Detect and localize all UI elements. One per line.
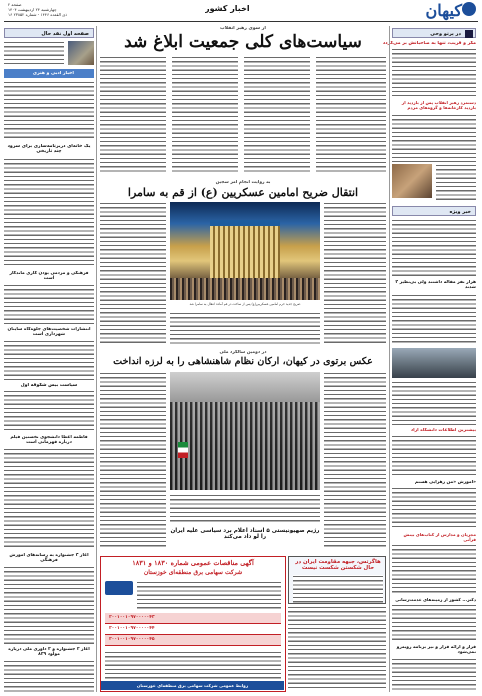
date-line-2: ۱۶ ذی القعده ۱۴۴۶ - شماره ۲۳۸۵۲ [8,12,68,17]
right-item5-title: آموزش «من زهرایی هستم» [414,480,476,485]
lead-body-col-3 [244,56,310,174]
protest-headline: عکس برتوی در کیهان، ارکان نظام شاهنشاهی را به لرزه انداخت [113,356,373,367]
right-item4-title: بیشترین اطلاعات دانشگاه آزاد [410,428,476,433]
ad-tender-logo [105,581,133,595]
masthead-logo [424,2,476,20]
left-section-title: اخبار ادبی و هنری [32,71,74,76]
lead-headline: سیاست‌های کلی جمعیت ابلاغ شد [124,32,362,52]
right-item2-body [392,114,476,162]
protest-crowd [170,402,320,490]
ad-tender-footer-text: روابط عمومی شرکت سهامی برق منطقه‌ای خوزستان [136,683,249,688]
protest-kicker: در دومین سالگرد ملی [219,350,267,355]
page-label: صفحه ۲ [8,2,22,7]
shrine-photo [170,202,320,300]
ad-tender-number-2: ۲۰۰۱۰۰۱۰۹۷۰۰۰۰۰۴۴ [109,626,155,631]
ad-tender-footer [101,681,284,690]
shrine-structure [210,220,280,282]
shrine-kicker: به روایت انجام امر سجین [215,180,271,185]
protest-body-left [100,372,166,548]
right-header-icon [465,30,473,38]
lead-body-col-2 [172,56,238,174]
lead-body-col-1 [100,56,166,174]
left-item3-title: انتشارات شخصیت‌های جلوه‌گاه ساینان شهرداری است [7,327,91,338]
ad-tender-number-3: ۲۰۰۱۰۰۱۰۹۷۰۰۰۰۰۴۵ [109,637,155,642]
left-item3-body [4,340,94,380]
ad-hagrets-side [288,606,386,690]
left-item5-title: فاطمه اعطا دانشجوی نخستین فیلم درباره قهرمانی است [10,435,88,446]
left-column [4,28,94,692]
left-item6-body [4,566,94,644]
right-box2-title: خبر ویژه [449,209,471,215]
shrine-crowd [170,278,320,300]
right-item7-title: دکتر... کشور از زمینه‌های خدمت‌رسانی [395,597,476,602]
ad-tender-row-3 [105,635,281,646]
left-item7-body [4,660,94,692]
protest-story [100,350,386,550]
protest-flag [178,442,188,458]
right-item2-body-2 [436,164,476,200]
ad-tender-body-2 [105,651,281,679]
left-item2-title: فرهنگی و مردمی بودن کاری ماندگار است [9,271,89,282]
left-item4-title: سیاست بیس شکوفه اول [20,383,78,388]
shrine-headline: انتقال ضریح امامین عسکریین (ع) از قم به سامرا [127,186,359,199]
right-column [382,28,476,692]
right-item1-body [392,48,476,96]
lead-story [100,26,386,178]
right-item7-body [392,604,476,642]
right-item6-body [392,544,476,594]
left-section-bar [4,69,94,78]
masthead-rule [4,21,478,22]
right-item8-title: قرار و ارائه قرار و نیز برنامه روبه‌رو نمی‌شود [396,645,476,656]
ad-tender-title: آگهی مناقصات عمومی شماره ۱۸۳۰ و ۱۸۳۱ [132,559,254,567]
ad-tender-row-1 [105,613,281,624]
left-item1-body [4,158,94,268]
masthead [0,0,482,22]
ad-tender-table [105,613,281,647]
shrine-story [100,180,386,350]
shrine-photo-caption: ضریح جدید حرم امامین عسکریین(ع) پس از ساخت در قم آماده انتقال به سامرا شد [189,302,301,306]
right-box2-body [392,219,476,277]
right-item3-body [392,294,476,344]
protest-body-under [170,494,320,524]
date-line-1: چهارشنبه ۲۴ اردیبهشت ۱۴۰۴ [8,7,57,12]
left-header-bar [4,28,94,38]
right-item2-title: دستمزد رهبر انقلاب پس از بازدید از بازدید کارخانه‌ها و گروه‌های مردم [401,100,476,110]
protest-body-right [324,372,386,548]
logo-emblem [462,2,476,16]
left-body-1 [4,81,94,141]
ad-tender-number-1: ۲۰۰۱۰۰۱۰۹۷۰۰۰۰۰۴۳ [109,615,155,620]
left-item7-title: آغاز ۲ جشنواره و ۲ داوری ملی درباره مولود ۸۲۹ [8,647,90,658]
right-item5-body [392,487,476,529]
shrine-body-right [324,202,386,346]
shrine-body-under [170,312,320,346]
lead-body-col-4 [316,56,386,174]
right-item3-body-2 [392,381,476,425]
left-item4-body [4,390,94,432]
left-intro-body [4,41,64,65]
right-box2-header [392,206,476,216]
ad-hagrets-title: هاگرتس، جبهه مقاومت ایران در حال شکستن شکست نیست [295,559,381,572]
shrine-body-left [100,202,166,346]
left-item1-title: یک خانه‌ای دربرنامه‌سازی برای سرود چند تاریخی [7,144,91,155]
right-item8-body [392,658,476,692]
ad-hagrets [288,556,386,604]
zionist-headline: رژیم صهیونیستی ۵ اسناد اعلام برد سیاسی علیه ایران را لو داد می‌کند [170,528,320,541]
ad-tender [100,556,286,692]
left-item6-title: آغاز ۳ جشنواره به رسانه‌های آموزش فرهنگی [9,553,89,564]
left-item5-body [4,448,94,550]
ad-tender-row-2 [105,624,281,635]
right-column-divider [389,26,390,692]
right-item6-title: مجریان و مدارس از کتاب‌های بینش قرآنی [403,532,476,542]
left-intro-photo [68,41,94,65]
lead-kicker: از سوی رهبر انقلاب [220,26,266,31]
logo-text: کیهان [425,1,462,20]
ad-tender-body-1 [137,581,281,609]
right-item1-title: مکر و فریب، تنها به صاحبانش بر می‌گردد [382,41,476,46]
left-item2-body [4,284,94,324]
right-item3-title: ۲ هزار نفر مقاله داشتند ولی بی‌نظیر شدند [395,280,476,291]
ad-tender-subtitle: شرکت سهامی برق منطقه‌ای خوزستان [143,569,243,576]
section-title: اخبار کشور [205,4,250,13]
right-item4-body [392,435,476,477]
right-header-bar [392,28,476,38]
left-header-title: صفحه اول نقد حال [41,31,89,37]
left-column-divider [96,26,97,692]
right-portrait-photo [392,164,432,198]
right-header-title: در پرتو وحی [430,31,461,37]
ad-hagrets-body [293,575,383,603]
right-event-photo [392,348,476,378]
protest-photo [170,372,320,490]
